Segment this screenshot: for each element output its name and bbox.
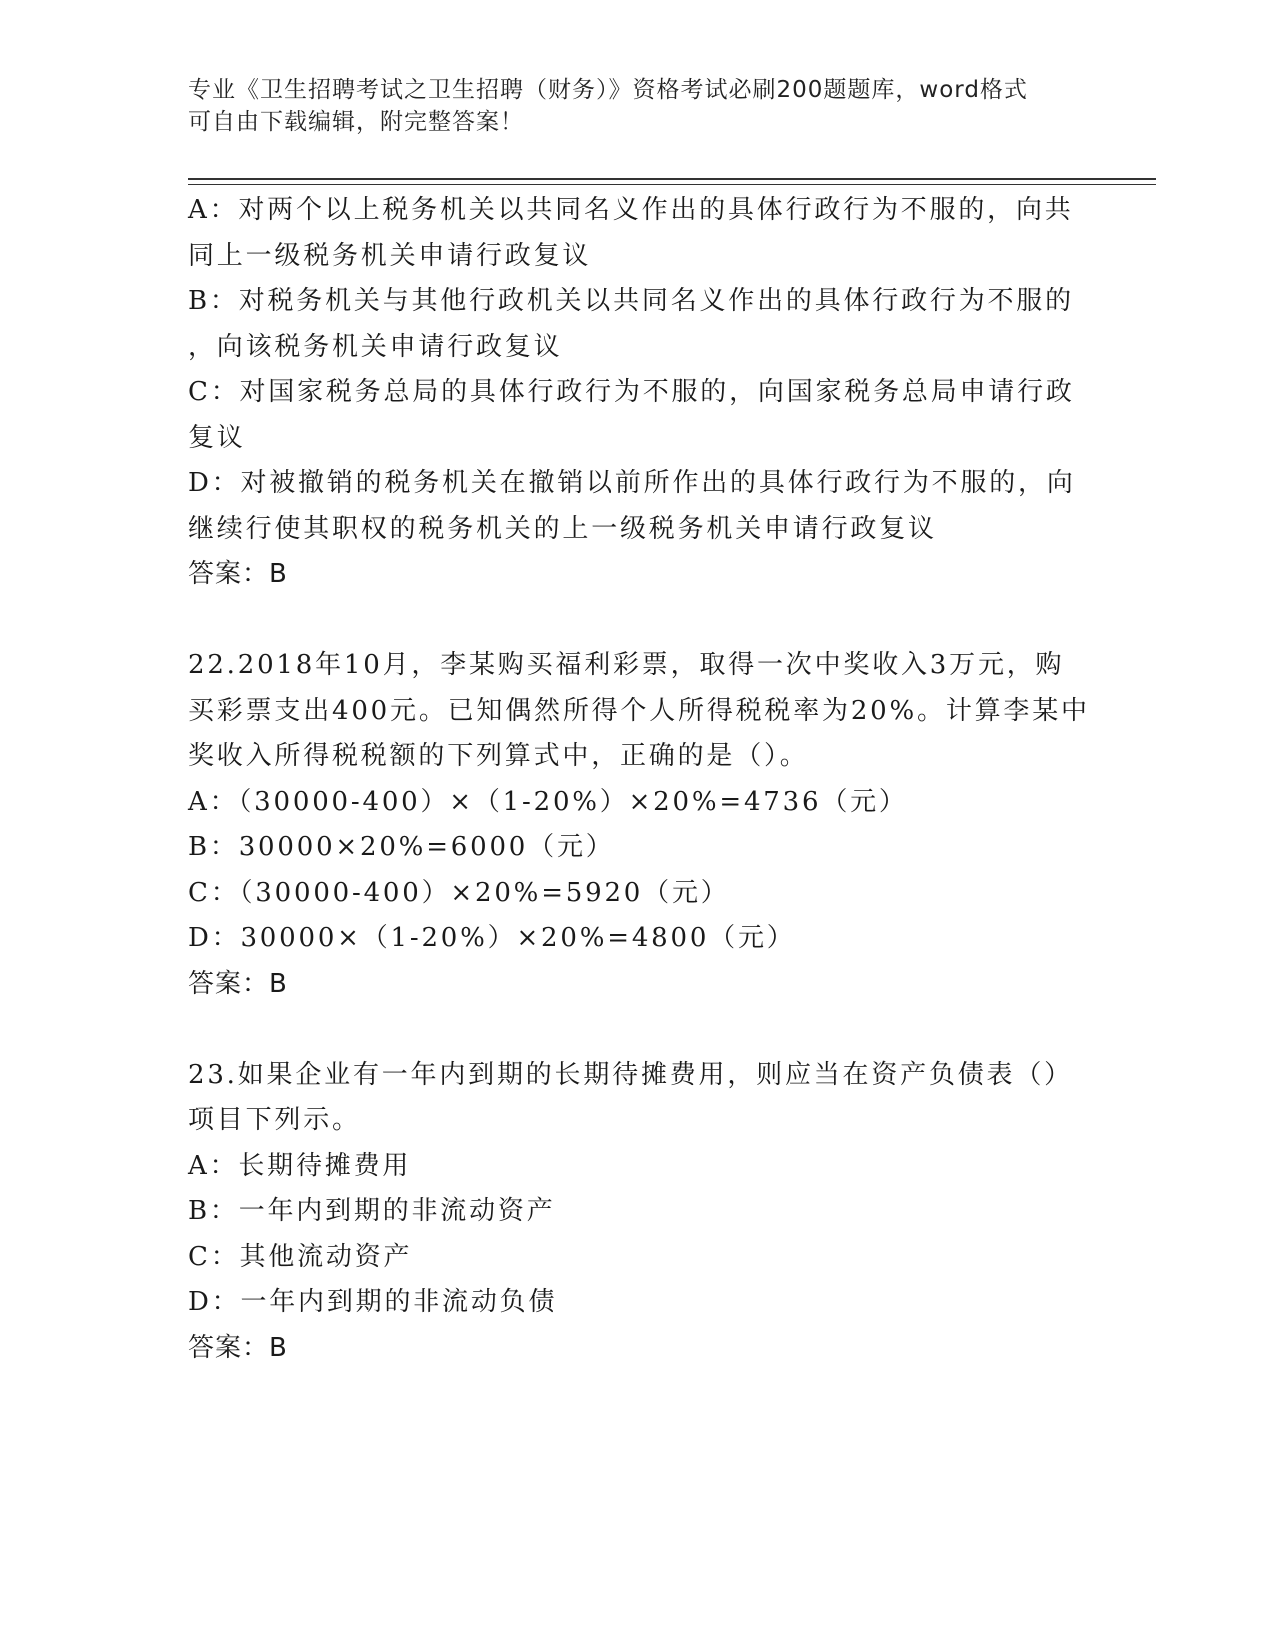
- q22-option-b: B：30000×20%=6000（元）: [188, 832, 615, 862]
- q21-option-a-line-1: A：对两个以上税务机关以共同名义作出的具体行政行为不服的，向共: [188, 195, 1074, 225]
- q22-stem-line-3: 奖收入所得税税额的下列算式中，正确的是（）。: [188, 741, 809, 771]
- q23-stem-line-1: 23.如果企业有一年内到期的长期待摊费用，则应当在资产负债表（）: [188, 1059, 1073, 1090]
- q21-option-b-line-2: ，向该税务机关申请行政复议: [188, 331, 563, 362]
- q22-stem-line-1: 22.2018年10月，李某购买福利彩票，取得一次中奖收入3万元，购: [188, 650, 1065, 680]
- q21-option-a-line-2: 同上一级税务机关申请行政复议: [188, 240, 592, 271]
- header-divider: [188, 178, 1156, 185]
- q23-option-c: C：其他流动资产: [188, 1241, 413, 1272]
- q23-option-d: D：一年内到期的非流动负债: [188, 1287, 558, 1317]
- q21-option-c-line-1: C：对国家税务总局的具体行政行为不服的，向国家税务总局申请行政: [188, 377, 1075, 407]
- question-22: [188, 643, 1090, 1007]
- q23-answer: 答案：B: [188, 1332, 288, 1363]
- header-line-2: 可自由下载编辑，附完整答案！: [188, 109, 524, 135]
- q22-option-a: A：（30000-400）×（1-20%）×20%=4736（元）: [188, 786, 908, 817]
- spacer: [188, 598, 1078, 644]
- q21-option-b-line-1: B：对税务机关与其他行政机关以共同名义作出的具体行政行为不服的: [188, 286, 1074, 316]
- q23-option-b: B：一年内到期的非流动资产: [188, 1196, 556, 1226]
- q21-option-d-line-2: 继续行使其职权的税务机关的上一级税务机关申请行政复议: [188, 513, 937, 544]
- q23-option-a: A：长期待摊费用: [188, 1150, 412, 1181]
- q22-answer: 答案：B: [188, 968, 288, 999]
- question-21: [188, 188, 1078, 598]
- q21-answer: 答案：B: [188, 559, 288, 589]
- q23-stem-line-2: 项目下列示。: [188, 1105, 361, 1135]
- header-line-1: 专业《卫生招聘考试之卫生招聘（财务）》资格考试必刷200题题库，word格式: [188, 77, 1028, 103]
- q21-option-c-line-2: 复议: [188, 422, 246, 453]
- q22-stem-line-2: 买彩票支出400元。已知偶然所得个人所得税税率为20%。计算李某中: [188, 695, 1090, 726]
- question-content: [188, 188, 1090, 1371]
- page-header: [188, 74, 1088, 138]
- q21-option-d-line-1: D：对被撤销的税务机关在撤销以前所作出的具体行政行为不服的，向: [188, 468, 1076, 498]
- q22-option-d: D：30000×（1-20%）×20%=4800（元）: [188, 923, 796, 953]
- spacer: [188, 1007, 1078, 1053]
- question-23: [188, 1053, 1078, 1372]
- q22-option-c: C：（30000-400）×20%=5920（元）: [188, 877, 730, 908]
